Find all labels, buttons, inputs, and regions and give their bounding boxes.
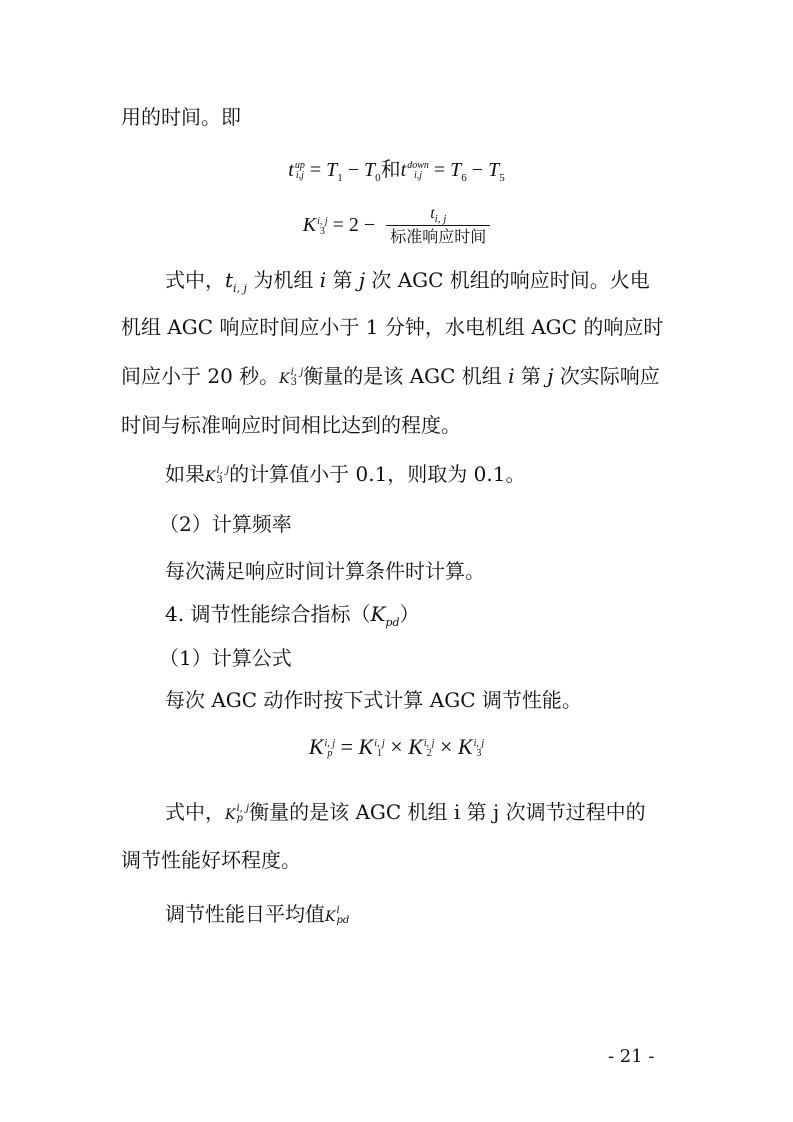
text-line-13: 调节性能好坏程度。 (121, 848, 301, 872)
equation-kp: K i, j p = K i, j 1 × K i, j 2 × K i, j 3 (308, 734, 485, 759)
text-line-14: 调节性能日平均值K i pd (165, 902, 350, 926)
section-heading-frequency: （2）计算频率 (159, 512, 292, 536)
text-line-5: 时间与标准响应时间相比达到的程度。 (121, 413, 461, 437)
fraction: $\frac{t_{i, j}}{\text{标准响应时间}}$ (386, 203, 490, 250)
page-number: - 21 - (608, 1046, 655, 1067)
text-line-6: 如果K i, j 3 的计算值小于 0.1，则取为 0.1。 (165, 462, 526, 486)
section-heading-formula: （1）计算公式 (159, 646, 292, 670)
section-heading-kpd: 4. 调节性能综合指标$(K_{pd})$ (165, 602, 420, 629)
text-line-11: 每次 AGC 动作时按下式计算 AGC 调节性能。 (165, 688, 582, 712)
text-line-4: 间应小于 20 秒。K i, j 3 衡量的是该 AGC 机组 i 第 j 次实际响应 (121, 364, 660, 388)
text-line-12: 式中，K i, j p 衡量的是该 AGC 机组 i 第 j 次调节过程中的 (165, 800, 646, 824)
text-line-3: 机组 AGC 响应时间应小于 1 分钟，水电机组 AGC 的响应时 (121, 315, 664, 339)
text-line-2: 式中，$t_{i, j}$ 为机组 i 第 j 次 AGC 机组的响应时间。火电 (165, 268, 650, 295)
equation-k3: K i, j 3 = 2 − $\frac{t_{i, j}}{\text{标准响应时间}}$ (0, 203, 793, 250)
equation-response-time: t up i,j = $T_1 - T_0$和t down i,j = $T_6 - T_5$ (288, 159, 505, 184)
text-line-1: 用的时间。即 (121, 105, 241, 129)
text-line-8: 每次满足响应时间计算条件时计算。 (165, 559, 485, 583)
